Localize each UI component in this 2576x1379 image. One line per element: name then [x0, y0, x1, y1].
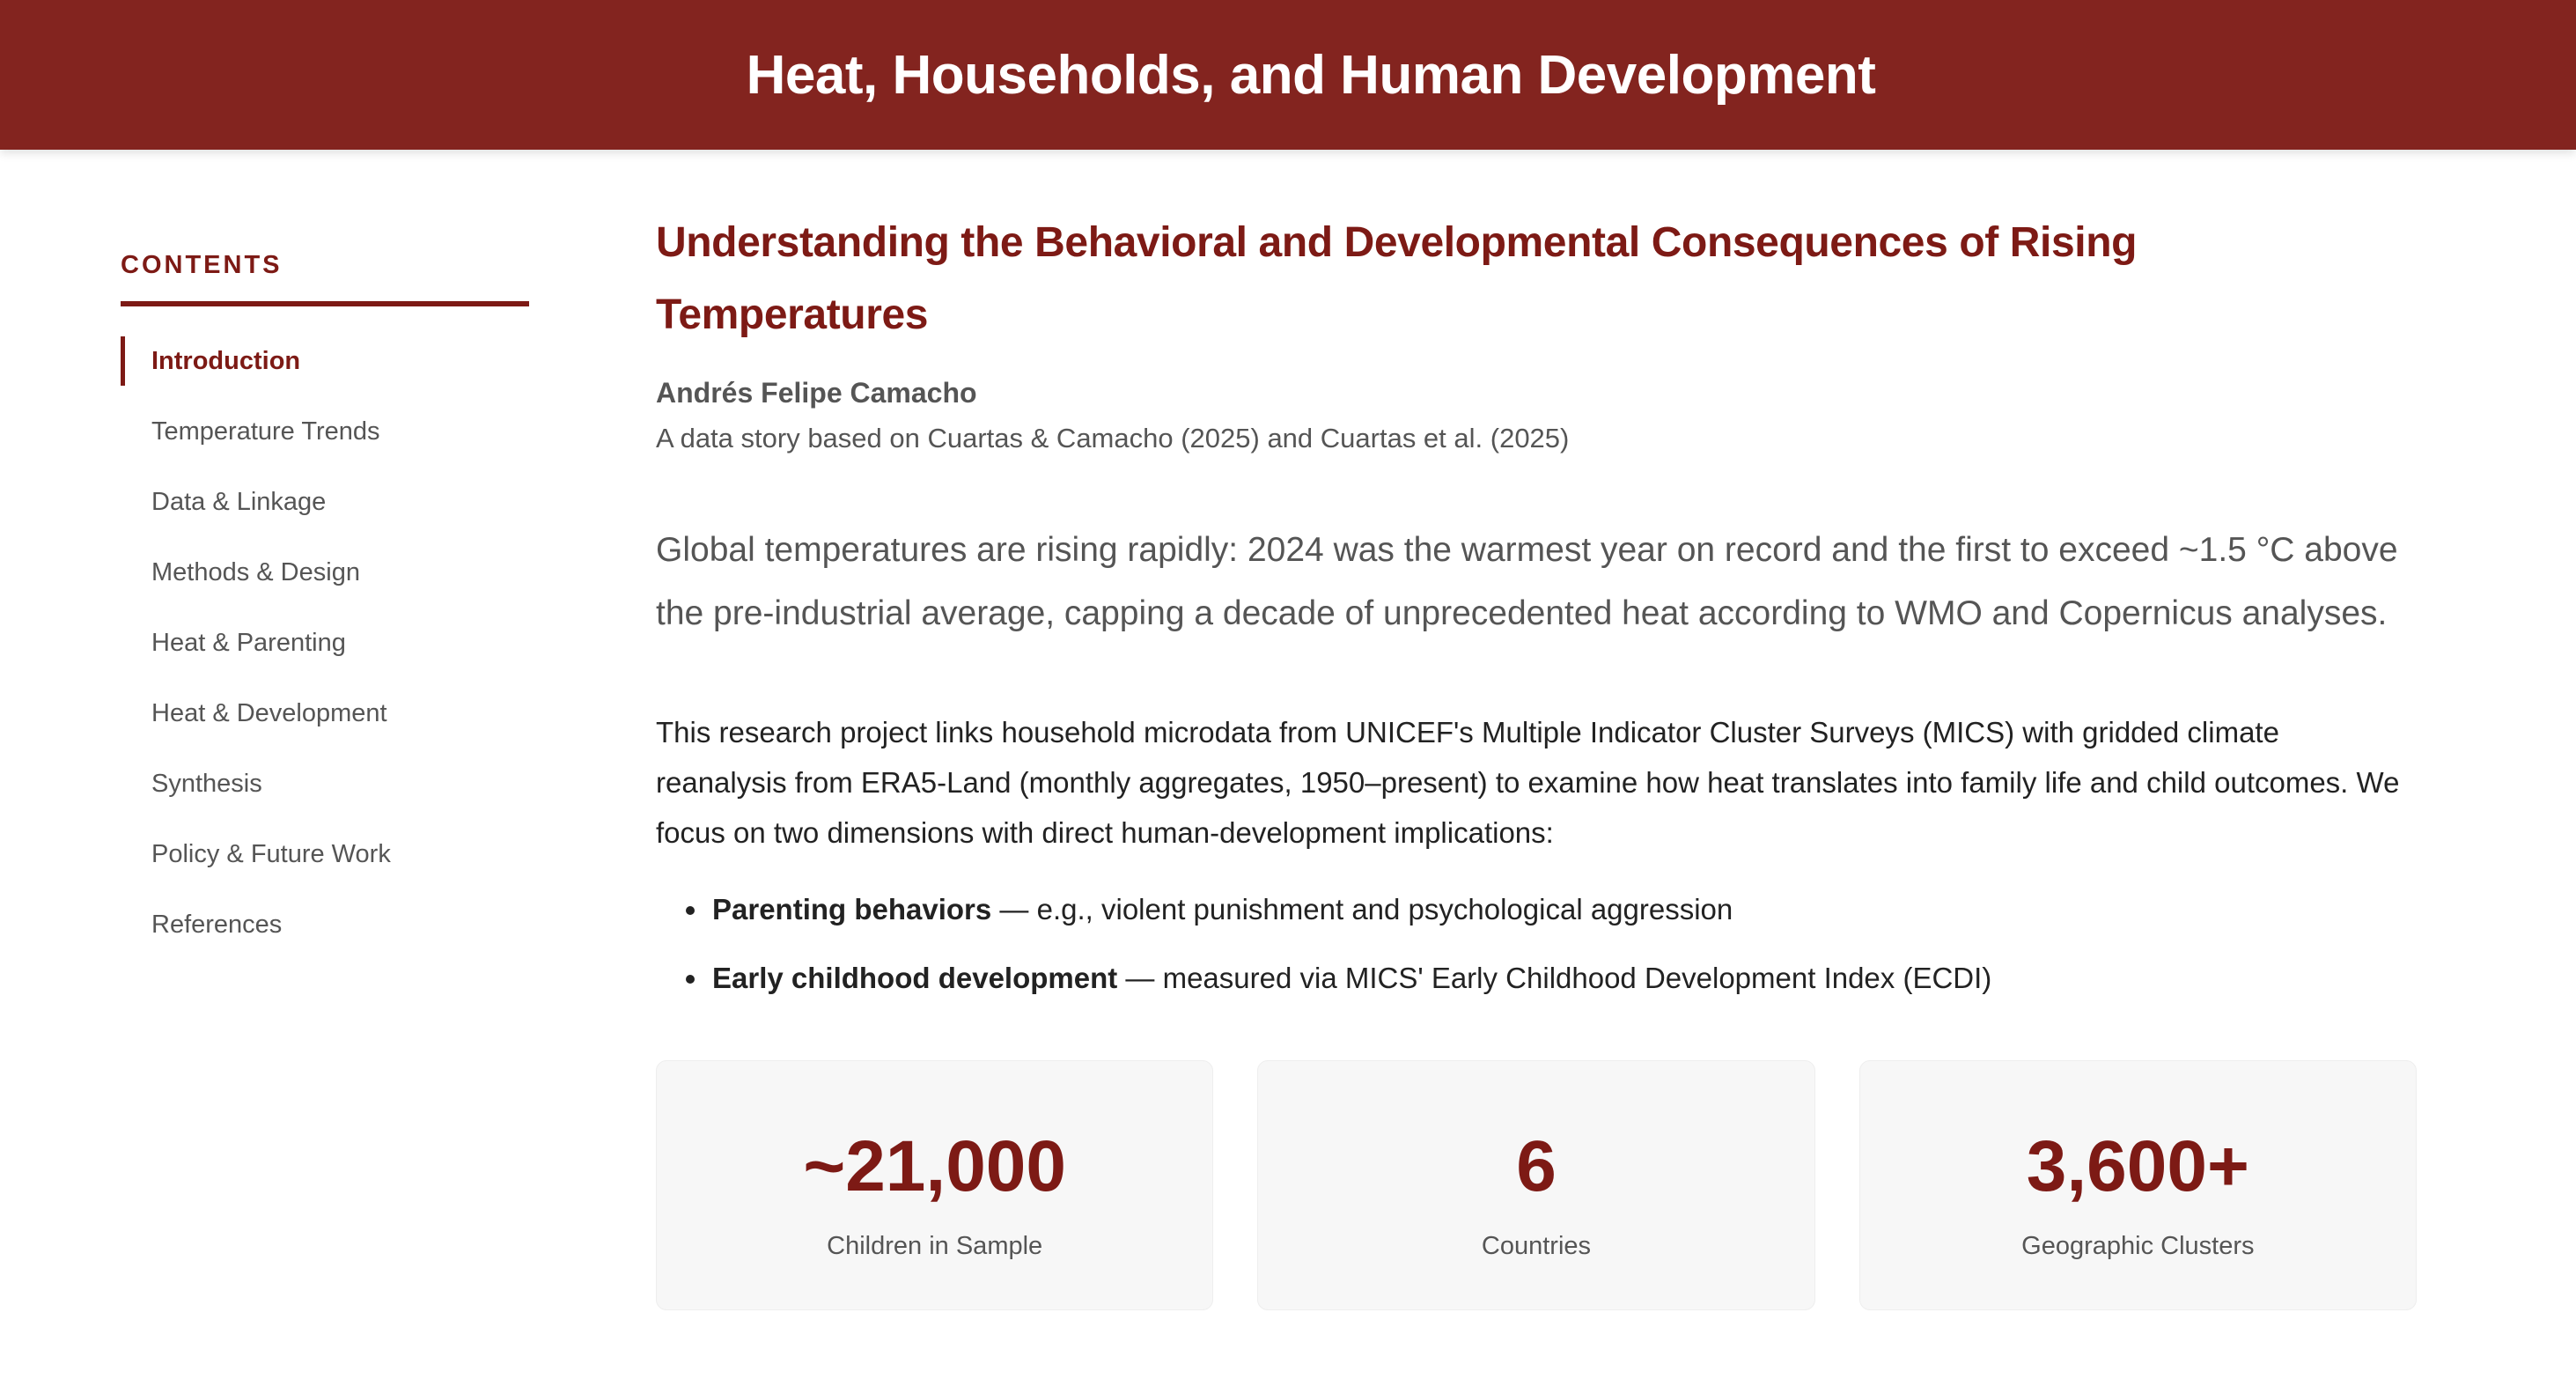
stat-value: ~21,000 — [803, 1126, 1067, 1206]
stat-card-children — [656, 1060, 1213, 1310]
stat-value: 6 — [1516, 1126, 1557, 1206]
body-paragraph: This research project links household microdata from UNICEF's Multiple Indicator Cluster Surveys (MICS) with gridded climate reanalysis from ERA5-Land (monthly aggregates, 1950–present) to examine how heat translates into family life and child outcomes. We focus on two dimensions with direct human-development implications: — [656, 716, 2400, 849]
focus-list — [656, 887, 2417, 1001]
stat-label: Countries — [1481, 1232, 1592, 1260]
list-item-text: — measured via MICS' Early Childhood Development Index (ECDI) — [1117, 962, 1992, 994]
story-subtitle: Understanding the Behavioral and Developmental Consequences of Rising Temperatures — [656, 219, 2138, 338]
nav-item-temperature-trends[interactable]: Temperature Trends — [151, 417, 380, 446]
lead-paragraph: Global temperatures are rising rapidly: 2024 was the warmest year on record and the first to exceed ~1.5 °C above the pre-industrial average, capping a decade of unprecedented heat according to WMO and Copernicus analyses. — [656, 531, 2398, 632]
stat-card-clusters — [1859, 1060, 2417, 1310]
stats-row — [656, 1060, 2417, 1310]
nav-item-references[interactable]: References — [151, 911, 283, 939]
stat-card-countries — [1257, 1060, 1814, 1310]
site-header — [0, 0, 2576, 150]
stat-label: Geographic Clusters — [2021, 1232, 2255, 1260]
nav-item-data-linkage[interactable]: Data & Linkage — [151, 488, 327, 516]
site-title: Heat, Households, and Human Development — [746, 44, 1876, 106]
nav-item-methods-design[interactable]: Methods & Design — [151, 558, 360, 586]
list-item-term: Parenting behaviors — [712, 893, 992, 925]
nav-item-heat-parenting[interactable]: Heat & Parenting — [151, 629, 346, 657]
nav-item-introduction[interactable]: Introduction — [121, 336, 529, 386]
contents-heading: CONTENTS — [121, 251, 529, 306]
list-item-text: — e.g., violent punishment and psychological aggression — [991, 893, 1733, 925]
list-item-term: Early childhood development — [712, 962, 1118, 994]
list-item — [712, 887, 2417, 933]
contents-nav-list — [121, 336, 529, 949]
nav-item-synthesis[interactable]: Synthesis — [151, 770, 262, 798]
stat-value: 3,600+ — [2026, 1126, 2249, 1206]
author-name: Andrés Felipe Camacho — [656, 377, 977, 409]
nav-item-heat-development[interactable]: Heat & Development — [151, 699, 387, 727]
contents-sidebar — [121, 251, 529, 970]
list-item — [712, 955, 2417, 1001]
nav-item-policy-future-work[interactable]: Policy & Future Work — [151, 840, 391, 868]
stat-label: Children in Sample — [827, 1232, 1043, 1260]
source-citation: A data story based on Cuartas & Camacho (2025) and Cuartas et al. (2025) — [656, 423, 1570, 454]
main-content — [656, 207, 2417, 1024]
